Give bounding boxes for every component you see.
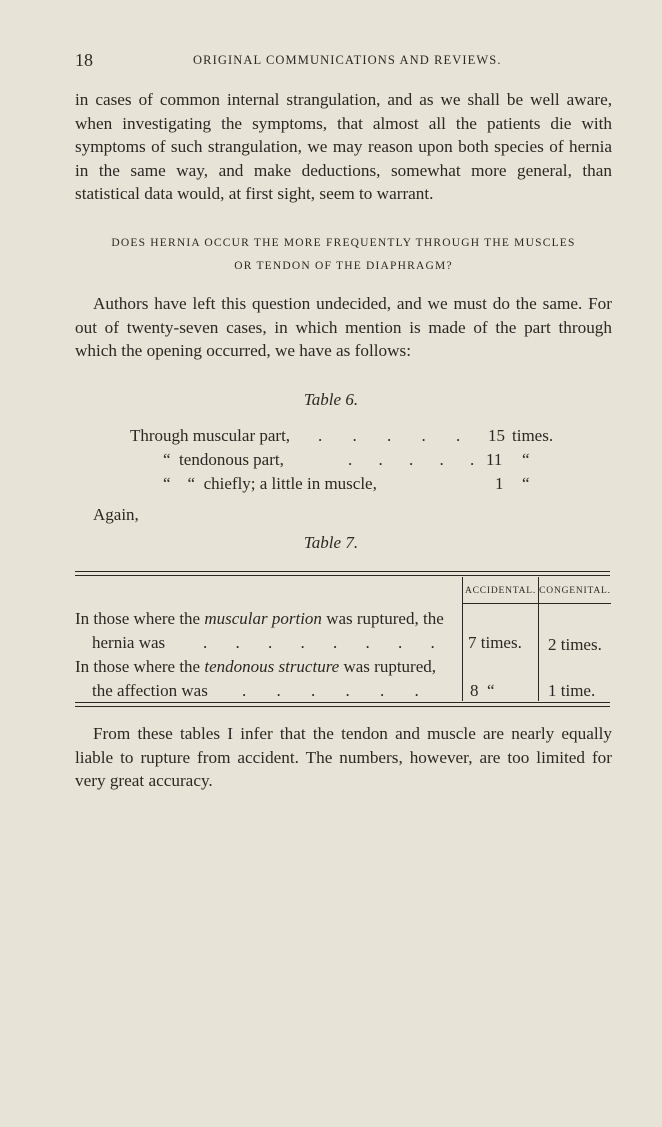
table-6-row-2-label: “ tendonous part, [163,450,284,469]
table-7-header-congenital: CONGENITAL. [539,586,611,596]
table-7-row-1-italic: muscular portion [204,609,322,628]
section-heading [75,232,612,278]
table-7-row-1-dots: . . . . . . . . [203,633,435,652]
table-7-bottom-rule [75,702,610,703]
table-6-row-2-unit: “ [522,450,530,469]
table-6-caption: Table 6. [303,390,359,409]
table-6-row-1-label: Through muscular part, [130,426,291,445]
table-6-row-2-count: 11 [486,450,503,469]
table-6-row-3-unit: “ [522,474,530,493]
table-7-row-2-prefix: In those where the [75,657,205,676]
table-6-row-3-label: “ “ chiefly; a little in muscle, [163,474,377,493]
table-6-row-3-count: 1 [495,474,504,493]
table-7-row-2-line-2: the affection was [92,681,208,700]
table-7-row-1-line-1 [75,609,444,629]
table-7-row-2-line-1 [75,657,436,677]
table-7-bottom-rule-2 [75,706,610,707]
page-number: 18 [75,50,93,70]
table-7-header-accidental: ACCIDENTAL. [464,586,537,596]
table-7-row-2-italic: tendonous structure [204,657,340,676]
table-7-caption: Table 7. [303,533,359,552]
table-6-row-1-unit: times. [512,426,554,445]
section-heading-line-2: OR TENDON OF THE DIAPHRAGM? [234,260,453,272]
section-heading-line-1: DOES HERNIA OCCUR THE MORE FREQUENTLY THROUGH THE MUSCLES [111,237,576,249]
table-7-top-rule-2 [75,575,610,576]
table-7-row-2-congenital: 1 time. [548,681,596,700]
table-7-row-2-accidental: 8 “ [470,681,495,700]
table-7-row-1-accidental: 7 times. [468,633,522,652]
table-6-row-1-dots: . . . . . [318,426,461,445]
table-6-row-2-dots: . . . . . [348,450,475,469]
paragraph-2: Authors have left this question undecided, and we must do the same. For out of twenty-seven cases, in which mention is made of the part through which the opening occurred, we have as follows: [75,294,612,361]
running-head: ORIGINAL COMMUNICATIONS AND REVIEWS. [193,53,502,67]
table-7-row-1-congenital: 2 times. [548,635,602,654]
page-header [75,50,610,72]
conclusion-paragraph: From these tables I infer that the tendon and muscle are nearly equally liable to rupture from accident. The numbers, however, are too limited for very great accuracy. [75,724,612,791]
table-7-row-1-suffix: was ruptured, the [321,609,444,628]
again-text: Again, [93,505,139,524]
table-7-header-rule [463,603,611,604]
table-7-row-1-prefix: In those where the [75,609,205,628]
table-7-row-1-line-2: hernia was [92,633,166,652]
table-7-row-2-suffix: was ruptured, [339,657,437,676]
table-7-top-rule [75,571,610,572]
table-6-row-1-count: 15 [488,426,505,445]
intro-paragraph: in cases of common internal strangulation, and as we shall be well aware, when investigating the symptoms, that almost all the patients die with symptoms of such strangulation, we may reason upon both species of hernia in the same way, and make deductions, somewhat more general, than statistical data would, at first sight, seem to warrant. [75,90,612,204]
table-7-row-2-dots: . . . . . . [242,681,419,700]
